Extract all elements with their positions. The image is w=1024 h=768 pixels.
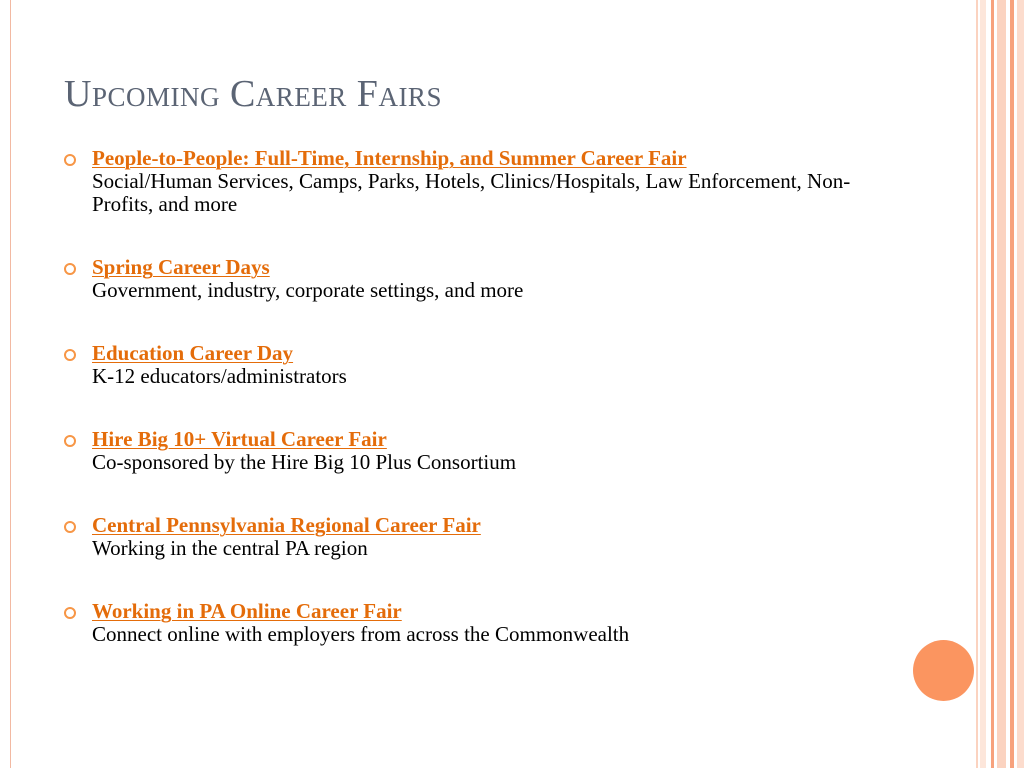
career-fair-link[interactable]: Central Pennsylvania Regional Career Fair bbox=[92, 513, 481, 537]
stripe bbox=[976, 0, 978, 768]
career-fair-link[interactable]: People-to-People: Full-Time, Internship, and Summer Career Fair bbox=[92, 146, 687, 170]
career-fair-description: Working in the central PA region bbox=[92, 536, 368, 560]
career-fair-link[interactable]: Spring Career Days bbox=[92, 255, 270, 279]
list-item bbox=[64, 600, 884, 646]
bullet-icon bbox=[64, 154, 76, 166]
right-decorative-stripes bbox=[976, 0, 1024, 768]
career-fair-description: Social/Human Services, Camps, Parks, Hotels, Clinics/Hospitals, Law Enforcement, Non-Profits, and more bbox=[92, 169, 851, 216]
list-item bbox=[64, 147, 884, 216]
bullet-icon bbox=[64, 435, 76, 447]
bullet-icon bbox=[64, 521, 76, 533]
career-fair-description: Co-sponsored by the Hire Big 10 Plus Consortium bbox=[92, 450, 517, 474]
left-border-line bbox=[0, 0, 11, 768]
list-item bbox=[64, 256, 884, 302]
decorative-orange-circle bbox=[913, 640, 974, 701]
career-fair-description: Government, industry, corporate settings, and more bbox=[92, 278, 524, 302]
stripe bbox=[980, 0, 986, 768]
list-item bbox=[64, 428, 884, 474]
stripe bbox=[1010, 0, 1014, 768]
career-fair-link[interactable]: Education Career Day bbox=[92, 341, 294, 365]
slide-title: Upcoming Career Fairs bbox=[64, 73, 442, 115]
bullet-icon bbox=[64, 607, 76, 619]
stripe bbox=[991, 0, 994, 768]
career-fair-list bbox=[64, 147, 884, 646]
career-fair-link[interactable]: Hire Big 10+ Virtual Career Fair bbox=[92, 427, 387, 451]
career-fair-link[interactable]: Working in PA Online Career Fair bbox=[92, 599, 402, 623]
bullet-icon bbox=[64, 263, 76, 275]
bullet-icon bbox=[64, 349, 76, 361]
list-item bbox=[64, 514, 884, 560]
career-fair-description: Connect online with employers from across the Commonwealth bbox=[92, 622, 630, 646]
stripe bbox=[997, 0, 1006, 768]
career-fair-description: K-12 educators/administrators bbox=[92, 364, 347, 388]
list-item bbox=[64, 342, 884, 388]
stripe bbox=[1017, 0, 1024, 768]
